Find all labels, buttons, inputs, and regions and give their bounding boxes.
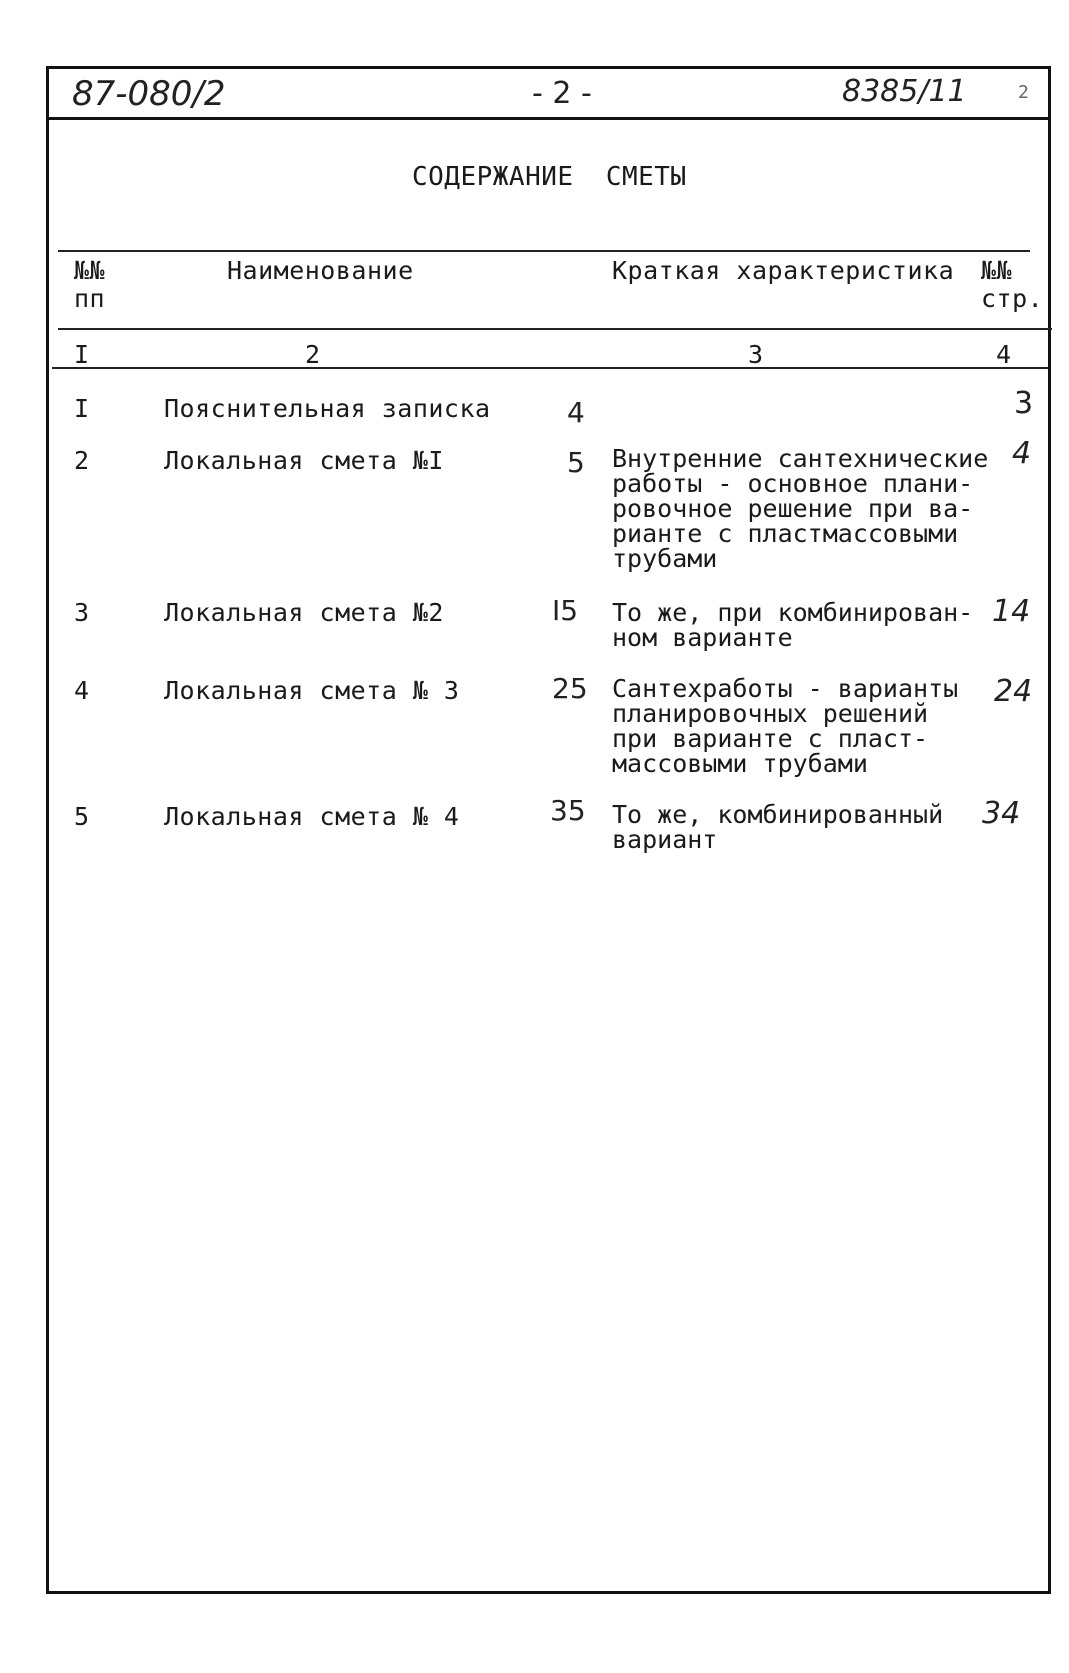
row-1-page: 3 — [1014, 386, 1034, 421]
table-top-line — [58, 250, 1030, 252]
row-5-old-page: 35 — [550, 794, 586, 827]
col-number-1: I — [74, 340, 90, 369]
col-page-line1: №№ — [981, 256, 1013, 285]
row-2-characteristic: Внутренние сантехнические работы - основное плани-ровочное решение при ва-рианте с пластмассовыми трубами — [612, 444, 989, 573]
row-3-characteristic: То же, при комбинирован-ном варианте — [612, 598, 974, 652]
column-numbers-bottom-line — [52, 367, 1048, 369]
col-number-2: 2 — [305, 340, 321, 369]
col-name: Наименование — [227, 256, 414, 285]
row-5-num: 5 — [74, 802, 90, 831]
row-3-num: 3 — [74, 598, 90, 627]
row-4-characteristic: Сантехработы - варианты планировочных решений при варианте с пласт-массовыми трубами — [612, 674, 959, 778]
col-number-4: 4 — [996, 340, 1012, 369]
row-4-name: Локальная смета № 3 — [164, 676, 460, 705]
row-4-old-page: 25 — [552, 672, 588, 705]
doc-code: 87-080/2 — [72, 74, 226, 114]
col-characteristic: Краткая характеристика — [612, 256, 955, 285]
col-number-3: 3 — [748, 340, 764, 369]
row-1-name: Пояснительная записка — [164, 394, 491, 423]
col-num-line2: пп — [74, 284, 106, 313]
row-2-name: Локальная смета №I — [164, 446, 444, 475]
row-2-num: 2 — [74, 446, 90, 475]
corner-mark: 2 — [1018, 82, 1029, 103]
inventory-number: 8385/11 — [842, 74, 967, 109]
row-5-characteristic: То же, комбинированный вариант — [612, 800, 944, 854]
row-5-name: Локальная смета № 4 — [164, 802, 460, 831]
row-4-num: 4 — [74, 676, 90, 705]
table-header-bottom-line — [58, 328, 1052, 330]
header-divider — [49, 117, 1048, 120]
row-2-old-page: 5 — [567, 446, 585, 479]
col-num-line1: №№ — [74, 256, 106, 285]
page-number: - 2 - — [532, 76, 592, 111]
row-3-old-page: I5 — [552, 594, 579, 627]
row-1-old-page: 4 — [567, 396, 585, 429]
row-1-num: I — [74, 394, 90, 423]
row-2-page: 4 — [1012, 436, 1032, 471]
row-4-page: 24 — [994, 674, 1033, 709]
row-3-page: 14 — [992, 594, 1031, 629]
page-title: СОДЕРЖАНИЕ СМЕТЫ — [412, 162, 687, 192]
row-5-page: 34 — [982, 796, 1021, 831]
col-page-line2: стр. — [981, 284, 1044, 313]
row-3-name: Локальная смета №2 — [164, 598, 444, 627]
